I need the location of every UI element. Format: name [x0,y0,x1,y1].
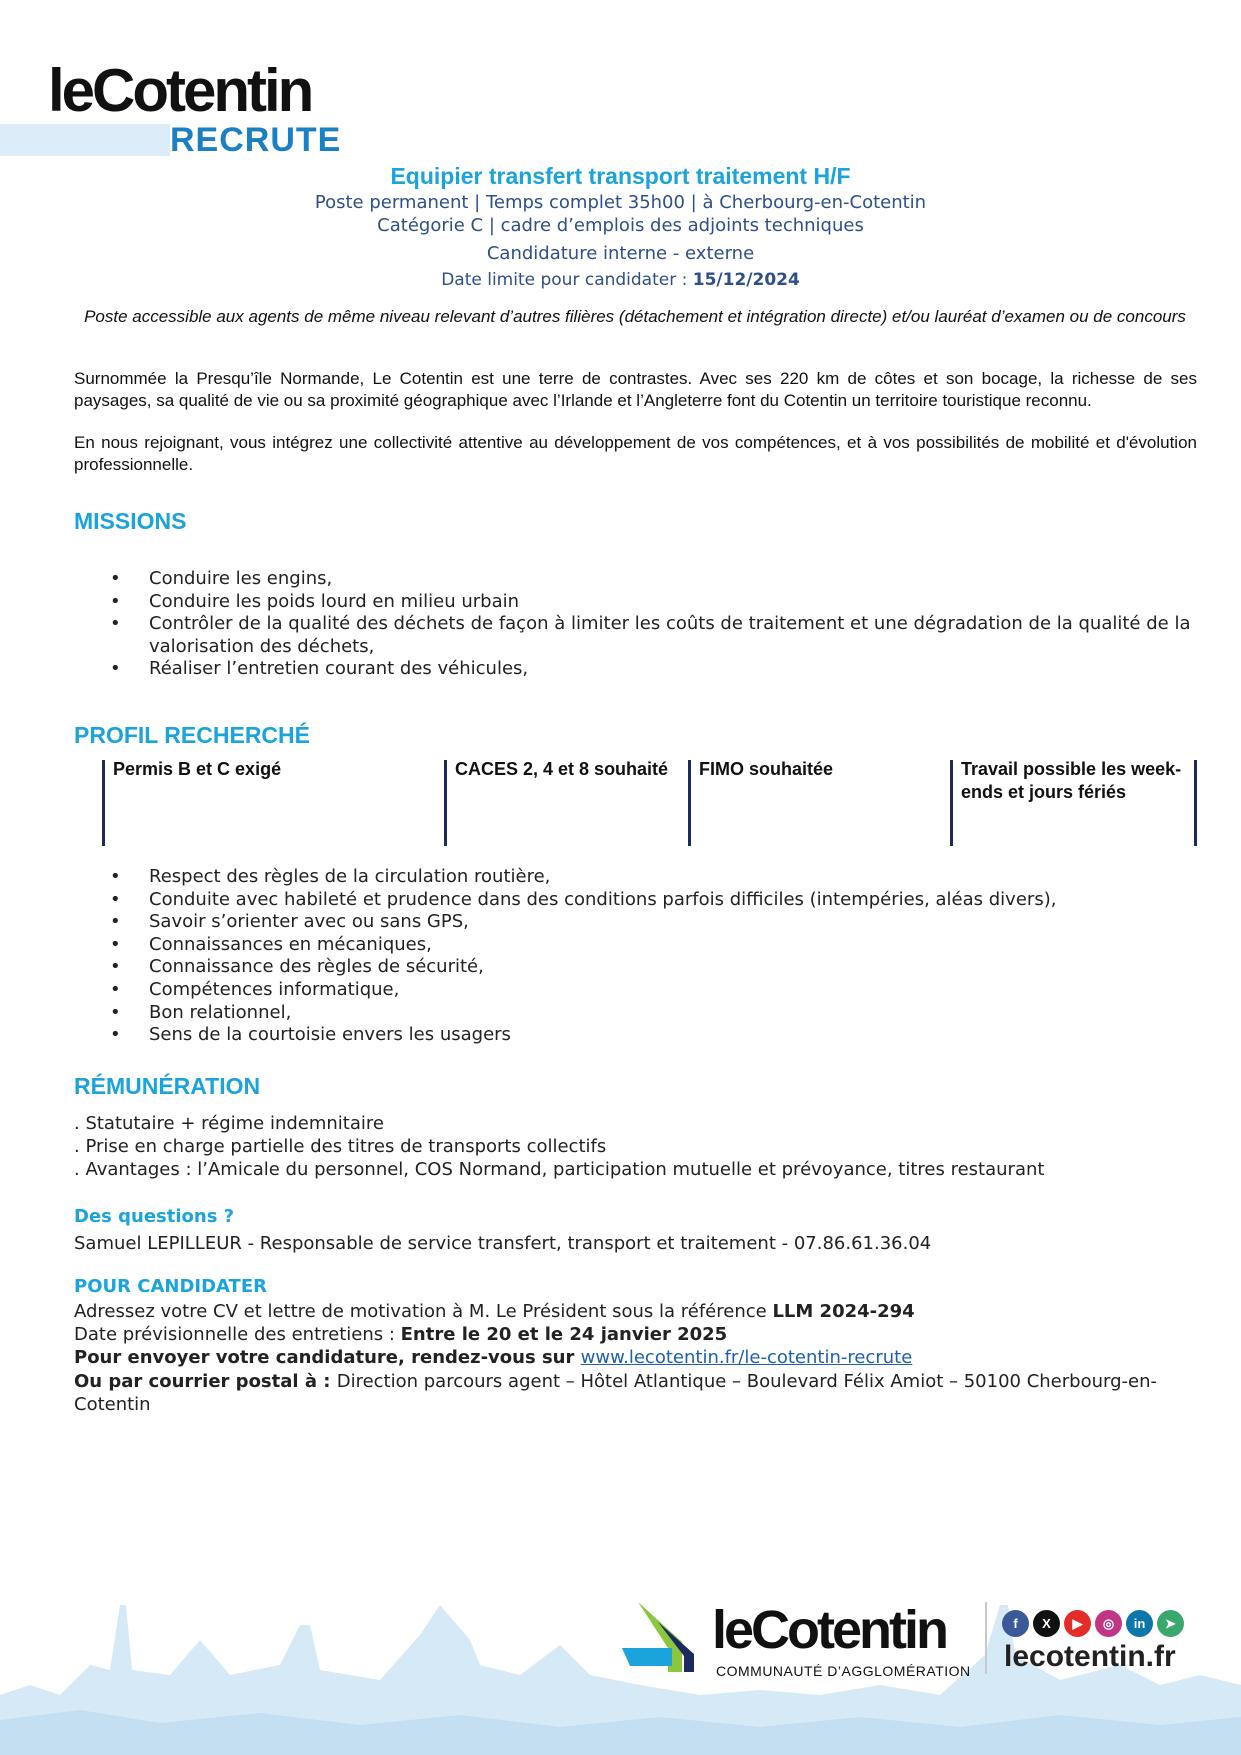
job-contract: Poste permanent | Temps complet 35h00 | à Cherbourg-en-Cotentin [314,192,927,213]
bullet-icon: • [110,590,121,612]
job-candidature: Candidature interne - externe [486,243,755,264]
list-item: • Conduite avec habileté et prudence dans des conditions parfois difficiles (intempéries, aléas divers), [110,888,1057,910]
footer-divider [985,1602,987,1674]
profil-box-fimo: FIMO souhaitée [688,758,948,846]
intro-paragraph: Surnommée la Presqu’île Normande, Le Cotentin est une terre de contrastes. Avec ses 220 km de côtes et son bocage, la richesse de ses paysages, sa qualité de vie ou sa proximité géographique avec l’Irlande et l’Angleterre font du Cotentin un territoire touristique reconnu. [74,369,1197,410]
bullet-icon: • [110,1001,121,1023]
list-item: • Savoir s’orienter avec ou sans GPS, [110,911,469,933]
missions-title: MISSIONS [74,508,187,534]
profil-box-border [1194,760,1197,846]
bullet-icon: • [110,658,121,680]
footer-site-url[interactable]: lecotentin.fr [1004,1640,1176,1673]
intro-paragraph-2: En nous rejoignant, vous intégrez une collectivité attentive au développement de vos compétences, et à vos possibilités de mobilité et d'évolution professionnelle. [74,433,1197,474]
apply-postal: Ou par courrier postal à : Direction parcours agent – Hôtel Atlantique – Boulevard Félix Amiot – 50100 Cherbourg-en-Cotentin [74,1371,1157,1415]
bullet-icon: • [110,568,121,589]
linkedin-icon[interactable]: in [1126,1610,1153,1637]
header-band [0,124,170,156]
bullet-icon: • [110,1024,121,1046]
instagram-icon[interactable]: ◎ [1095,1610,1122,1637]
remuneration-line: . Avantages : l’Amicale du personnel, COS Normand, participation mutuelle et prévoyance, titres restaurant [74,1159,1045,1180]
profil-box-permis: Permis B et C exigé [102,758,442,846]
access-note: Poste accessible aux agents de même niveau relevant d’autres filières (détachement et intégration directe) et/ou lauréat d’examen ou de concours [84,307,1186,326]
job-deadline [0,270,1241,290]
bullet-icon: • [110,888,121,910]
bullet-icon: • [110,613,121,635]
bullet-icon: • [110,911,121,933]
list-item: • Connaissances en mécaniques, [110,933,432,955]
profil-title: PROFIL RECHERCHÉ [74,722,310,748]
profil-box-weekend: Travail possible les week-ends et jours fériés [950,758,1190,846]
job-title: Equipier transfert transport traitement H/F [390,163,851,189]
apply-interview-dates: Date prévisionnelle des entretiens : Entre le 20 et le 24 janvier 2025 [74,1324,728,1345]
facebook-icon[interactable]: f [1002,1610,1029,1637]
bullet-icon: • [110,866,121,887]
list-item: • Connaissance des règles de sécurité, [110,956,484,978]
header-recrute: RECRUTE [170,121,342,159]
list-item: • Respect des règles de la circulation routière, [110,866,551,887]
footer-brand: leCotentin [712,1600,946,1660]
contact-text: Samuel LEPILLEUR - Responsable de service transfert, transport et traitement - 07.86.61.36.04 [74,1233,932,1254]
send-icon[interactable]: ➤ [1157,1610,1184,1637]
remuneration-title: RÉMUNÉRATION [74,1073,261,1099]
deadline-label: Date limite pour candidater : [441,270,693,290]
questions-title: Des questions ? [74,1206,235,1227]
list-item: • Réaliser l’entretien courant des véhicules, [110,658,529,680]
bullet-icon: • [110,978,121,1000]
list-item: • Conduire les poids lourd en milieu urbain [110,590,520,612]
bullet-icon: • [110,933,121,955]
footer-logo [622,1600,1062,1720]
apply-online: Pour envoyer votre candidature, rendez-vous sur www.lecotentin.fr/le-cotentin-recrute [74,1347,913,1368]
list-item: • Sens de la courtoisie envers les usagers [110,1024,511,1046]
social-links [1002,1610,1184,1637]
agglomeration-emblem-icon [622,1602,712,1682]
missions-list [74,568,1199,681]
recruit-link[interactable]: www.lecotentin.fr/le-cotentin-recrute [580,1347,913,1368]
youtube-icon[interactable]: ▶ [1064,1610,1091,1637]
reference-code: LLM 2024-294 [772,1301,915,1322]
list-item: • Compétences informatique, [110,978,400,1000]
profil-list [74,866,1199,1047]
apply-reference: Adressez votre CV et lettre de motivation à M. Le Président sous la référence LLM 2024-294 [74,1301,915,1322]
remuneration-line: . Prise en charge partielle des titres de transports collectifs [74,1136,607,1157]
header-logo [0,58,360,158]
list-item: • Conduire les engins, [110,568,333,589]
interview-dates: Entre le 20 et le 24 janvier 2025 [400,1324,728,1345]
footer-subtitle: COMMUNAUTÉ D’AGGLOMÉRATION [716,1663,971,1679]
list-item: • Contrôler de la qualité des déchets de façon à limiter les coûts de traitement et une dégradation de la qualité de la valorisation des déchets, [110,613,1191,657]
deadline-value: 15/12/2024 [692,270,800,290]
job-category: Catégorie C | cadre d’emplois des adjoints techniques [377,215,864,236]
x-icon[interactable]: X [1033,1610,1060,1637]
profil-box-caces: CACES 2, 4 et 8 souhaité [444,758,684,846]
apply-title: POUR CANDIDATER [74,1276,267,1297]
bullet-icon: • [110,956,121,978]
header-brand: leCotentin [48,57,312,124]
list-item: • Bon relationnel, [110,1001,292,1023]
remuneration-line: . Statutaire + régime indemnitaire [74,1113,384,1134]
